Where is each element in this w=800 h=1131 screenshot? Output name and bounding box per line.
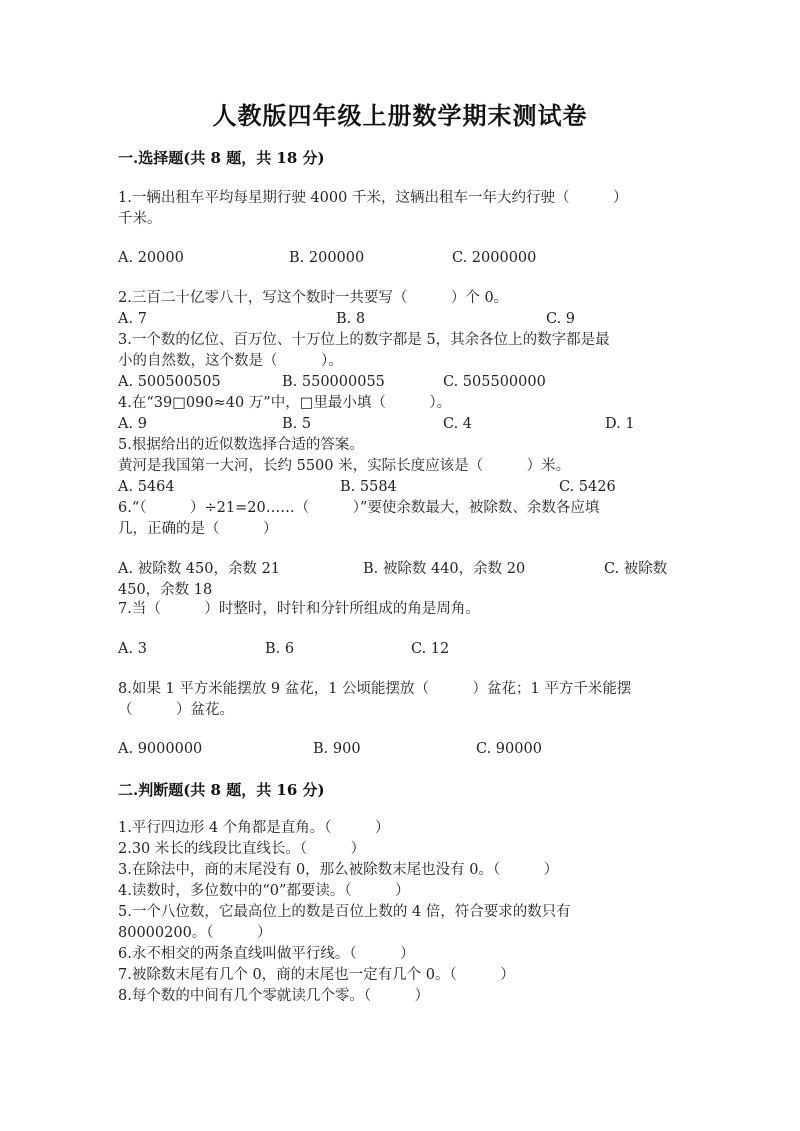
question-5-option-a: A. 5464 bbox=[118, 479, 175, 495]
question-2-option-c: C. 9 bbox=[546, 311, 576, 327]
question-6-option-c-cont: 450，余数 18 bbox=[118, 582, 213, 598]
question-8-option-c: C. 90000 bbox=[476, 741, 542, 757]
question-6-text: 6.“（ ）÷21=20……（ ）”要使余数最大，被除数、余数各应填 bbox=[118, 500, 600, 516]
question-5-text: 5.根据给出的近似数选择合适的答案。 bbox=[118, 437, 364, 453]
question-7-option-a: A. 3 bbox=[118, 641, 147, 657]
question-7-text: 7.当（ ）时整时，时针和分针所组成的角是周角。 bbox=[118, 601, 480, 617]
question-6-text-cont: 几，正确的是（ ） bbox=[118, 521, 278, 537]
judgement-item: 4.读数时，多位数中的“0”都要读。（ ） bbox=[118, 883, 410, 899]
question-1-option-b: B. 200000 bbox=[289, 250, 365, 266]
judgement-item: 3.在除法中，商的末尾没有 0，那么被除数末尾也没有 0。（ ） bbox=[118, 862, 559, 878]
question-3-text-cont: 小的自然数，这个数是（ ）。 bbox=[118, 353, 343, 369]
question-6-option-c: C. 被除数 bbox=[604, 561, 668, 577]
question-8-text-cont: （ ）盆花。 bbox=[118, 702, 234, 718]
question-4-option-c: C. 4 bbox=[443, 416, 473, 432]
judgement-item-cont: 80000200。（ ） bbox=[118, 925, 272, 941]
question-2-text: 2.三百二十亿零八十，写这个数时一共要写（ ）个 0。 bbox=[118, 290, 509, 306]
question-7-option-b: B. 6 bbox=[265, 641, 295, 657]
question-2-option-a: A. 7 bbox=[118, 311, 147, 327]
section-heading-judgement: 二.判断题(共 8 题，共 16 分) bbox=[118, 781, 325, 799]
judgement-item: 7.被除数末尾有几个 0，商的末尾也一定有几个 0。（ ） bbox=[118, 967, 515, 983]
question-5-option-c: C. 5426 bbox=[559, 479, 616, 495]
question-1-text-cont: 千米。 bbox=[118, 211, 162, 227]
question-4-option-b: B. 5 bbox=[282, 416, 312, 432]
question-8-option-a: A. 9000000 bbox=[118, 741, 203, 757]
question-7-option-c: C. 12 bbox=[411, 641, 450, 657]
question-8-text: 8.如果 1 平方米能摆放 9 盆花，1 公顷能摆放（ ）盆花；1 平方千米能摆 bbox=[118, 681, 632, 697]
judgement-item: 2.30 米长的线段比直线长。（ ） bbox=[118, 841, 366, 857]
question-1-text: 1.一辆出租车平均每星期行驶 4000 千米，这辆出租车一年大约行驶（ ） bbox=[118, 190, 628, 206]
section-heading-choice: 一.选择题(共 8 题，共 18 分) bbox=[118, 149, 325, 167]
judgement-item: 5.一个八位数，它最高位上的数是百位上数的 4 倍，符合要求的数只有 bbox=[118, 904, 571, 920]
page-title: 人教版四年级上册数学期末测试卷 bbox=[212, 101, 588, 130]
question-4-option-d: D. 1 bbox=[605, 416, 635, 432]
question-5-text-cont: 黄河是我国第一大河，长约 5500 米，实际长度应该是（ ）米。 bbox=[118, 458, 571, 474]
question-6-option-b: B. 被除数 440，余数 20 bbox=[363, 561, 526, 577]
question-3-option-a: A. 500500505 bbox=[118, 374, 221, 390]
question-4-option-a: A. 9 bbox=[118, 416, 147, 432]
judgement-item: 6.永不相交的两条直线叫做平行线。（ ） bbox=[118, 946, 415, 962]
question-3-option-b: B. 550000055 bbox=[282, 374, 385, 390]
question-3-option-c: C. 505500000 bbox=[443, 374, 546, 390]
question-2-option-b: B. 8 bbox=[336, 311, 366, 327]
question-1-option-c: C. 2000000 bbox=[452, 250, 537, 266]
question-1-option-a: A. 20000 bbox=[118, 250, 184, 266]
question-6-option-a: A. 被除数 450，余数 21 bbox=[118, 561, 281, 577]
question-4-text: 4.在“39□090≈40 万”中，□里最小填（ ）。 bbox=[118, 395, 452, 411]
question-3-text: 3.一个数的亿位、百万位、十万位上的数字都是 5，其余各位上的数字都是最 bbox=[118, 332, 610, 348]
question-8-option-b: B. 900 bbox=[313, 741, 361, 757]
judgement-item: 1.平行四边形 4 个角都是直角。（ ） bbox=[118, 820, 390, 836]
question-5-option-b: B. 5584 bbox=[340, 479, 397, 495]
judgement-item: 8.每个数的中间有几个零就读几个零。（ ） bbox=[118, 988, 430, 1004]
